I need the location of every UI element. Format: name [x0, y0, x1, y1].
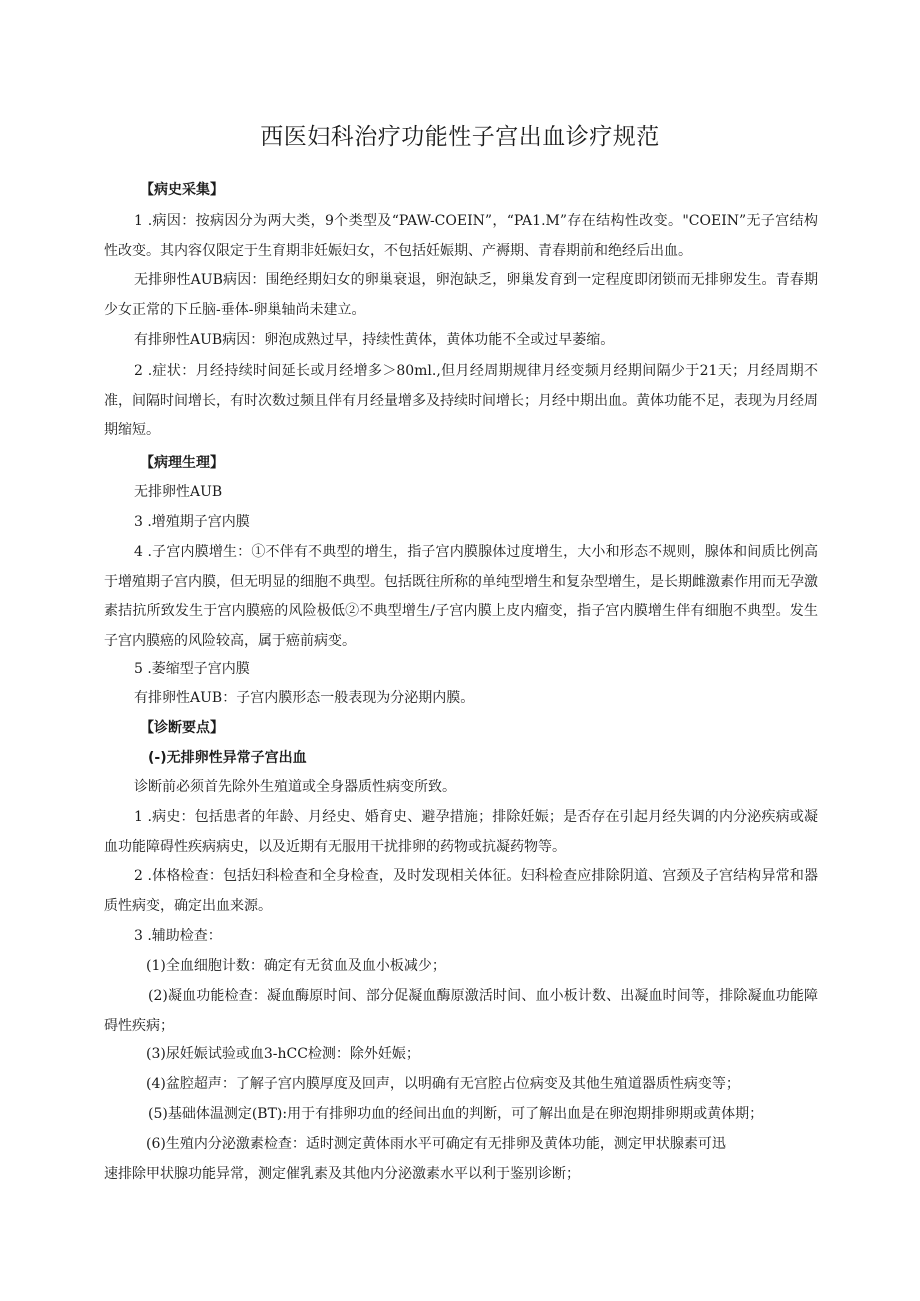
paragraph-endometrial-hyperplasia: 4 .子宫内膜增生：①不伴有不典型的增生，指子宫内膜腺体过度增生，大小和形态不规则，腺体和间质比例高于增殖期子宫内膜，但无明显的细胞不典型。包括既往所称的单纯型增生和复杂型增生，是长期雌激素作用而无孕激素拮抗所致发生于宫内膜癌的风险极低②不典型增生/子宫内膜上皮内瘤变，指子宫内膜增生伴有细胞不典型。发生子宫内膜癌的风险较高，属于癌前病变。: [104, 544, 818, 649]
list-item-blood-count: (1)全血细胞计数：确定有无贫血及血小板减少；: [146, 958, 446, 974]
section-heading-pathology: 【病理生理】: [140, 455, 224, 471]
paragraph-physical-exam: 2 .体格检查：包括妇科检查和全身检查，及时发现相关体征。妇科检查应排除阴道、宫颈及子宫结构异常和器质性病变，确定出血来源。: [104, 868, 818, 914]
list-item-hormone-line-2: 速排除甲状腺功能异常，测定催乳素及其他内分泌激素水平以利于鉴别诊断；: [104, 1166, 580, 1182]
paragraph-auxiliary-exam: 3 .辅助检查：: [134, 928, 222, 944]
list-item-ultrasound: (4)盆腔超声：了解子宫内膜厚度及回声，以明确有无宫腔占位病变及其他生殖道器质性病变等；: [146, 1076, 740, 1092]
paragraph-exclusion: 诊断前必须首先除外生殖道或全身器质性病变所致。: [134, 779, 456, 795]
list-item-bbt: (5)基础体温测定(BT):用于有排卵功血的经间出血的判断，可了解出血是在卵泡期排卵期或黄体期；: [148, 1106, 764, 1122]
list-item-coagulation: (2)凝血功能检查：凝血酶原时间、部分促凝血酶原激活时间、血小板计数、出凝血时间等，排除凝血功能障碍性疾病；: [104, 988, 818, 1034]
paragraph-ovulatory-cause: 有排卵性AUB病因：卵泡成熟过早，持续性黄体，黄体功能不全或过早萎缩。: [134, 332, 615, 348]
subheading-anovulatory-bleeding: (-)无排卵性异常子宫出血: [148, 750, 307, 766]
paragraph-ovulatory-aub: 有排卵性AUB：子宫内膜形态一般表现为分泌期内膜。: [134, 690, 475, 706]
section-heading-diagnosis: 【诊断要点】: [140, 720, 224, 736]
page-title: 西医妇科治疗功能性子宫出血诊疗规范: [260, 124, 660, 150]
paragraph-atrophic-endometrium: 5 .萎缩型子宫内膜: [134, 661, 250, 677]
paragraph-symptoms: 2 .症状：月经持续时间延长或月经增多＞80ml.,但月经周期规律月经变频月经期间隔少于21天；月经周期不准，间隔时间增长，有时次数过频且伴有月经量增多及持续时间增长；月经中期出血。黄体功能不足，表现为月经周期缩短。: [104, 363, 818, 438]
paragraph-anovulatory-cause: 无排卵性AUB病因：围绝经期妇女的卵巢衰退，卵泡缺乏，卵巢发育到一定程度即闭锁而无排卵发生。青春期少女正常的下丘脑-垂体-卵巢轴尚未建立。: [104, 272, 818, 318]
section-heading-history: 【病史采集】: [140, 182, 224, 198]
list-item-hormone-line-1: (6)生殖内分泌激素检查：适时测定黄体雨水平可确定有无排卵及黄体功能，测定甲状腺素可迅: [146, 1136, 726, 1152]
paragraph-anovulatory-aub: 无排卵性AUB: [134, 484, 223, 500]
paragraph-history: 1 .病史：包括患者的年龄、月经史、婚育史、避孕措施；排除妊娠；是否存在引起月经失调的内分泌疾病或凝血功能障碍性疾病病史，以及近期有无服用干扰排卵的药物或抗凝药物等。: [104, 809, 818, 855]
paragraph-etiology: 1 .病因：按病因分为两大类，9个类型及“PAW-COEIN”，“PA1.M”存在结构性改变。"COEIN”无子宫结构性改变。其内容仅限定于生育期非妊娠妇女，不包括妊娠期、产褥期、青春期前和绝经后出血。: [104, 213, 818, 259]
paragraph-proliferative-endometrium: 3 .增殖期子宫内膜: [134, 514, 250, 530]
list-item-pregnancy-test: (3)尿妊娠试验或血3-hCC检测：除外妊娠；: [146, 1046, 420, 1062]
